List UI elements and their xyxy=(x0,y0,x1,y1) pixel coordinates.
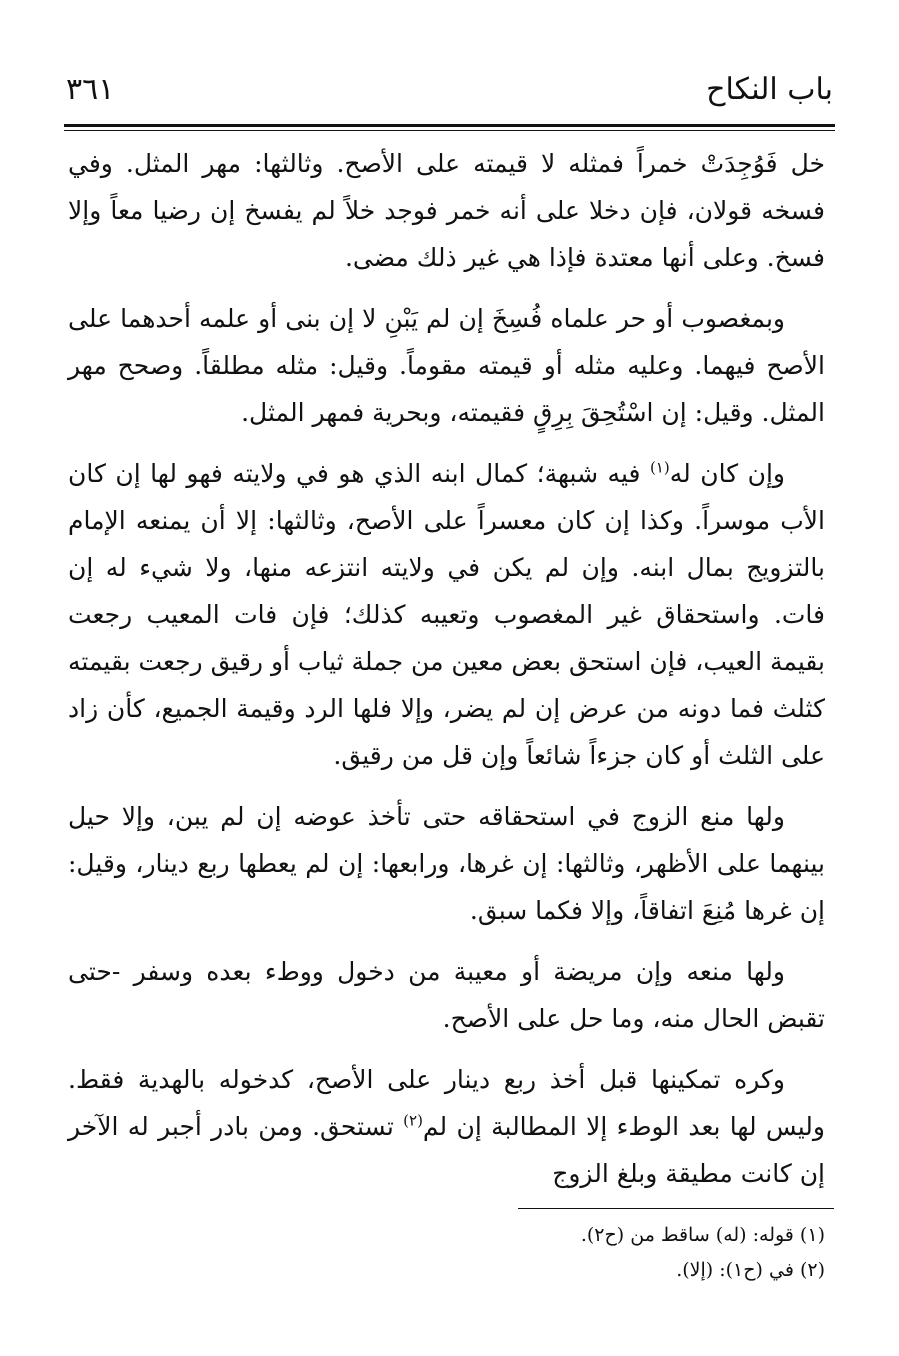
paragraph-text: وكره تمكينها قبل أخذ ربع دينار على الأصح، كدخوله بالهدية فقط. وليس لها بعد الوطء إلا المطالبة إن لم xyxy=(68,1065,825,1141)
footnote-ref[interactable]: (١) xyxy=(649,458,670,477)
page-header xyxy=(66,70,833,110)
paragraph-text: ولها منعه وإن مريضة أو معيبة من دخول ووطء بعده وسفر -حتى تقبض الحال منه، وما حل على الأصح. xyxy=(68,957,825,1033)
footnote: (٢) في (ح١): (إلا). xyxy=(676,1259,825,1281)
header-rule-thin xyxy=(64,130,835,131)
main-text xyxy=(68,140,825,1211)
paragraph-text: فيه شبهة؛ كمال ابنه الذي هو في ولايته فهو لها إن كان الأب موسراً. وكذا إن كان معسراً على الأصح، وثالثها: إلا أن يمنعه الإمام بالتزويج بمال ابنه. وإن لم يكن في ولايته انتزعه منها، ولا شيء له إن فات. واستحقاق غير المغصوب وتعيبه كذلك؛ فإن فات المعيب رجعت بقيمة العيب، فإن استحق بعض معين من جملة ثياب أو رقيق رجعت بقيمته كثلث فما دونه من عرض إن لم يضر، وإلا فلها الرد وقيمة الجميع، كأن زاد على الثلث أو كان جزءاً شائعاً وإن قل من رقيق. xyxy=(68,459,825,770)
footnote-separator xyxy=(518,1208,834,1209)
paragraph-text: ولها منع الزوج في استحقاقه حتى تأخذ عوضه إن لم يبن، وإلا حيل بينهما على الأظهر، وثالثها: إن غرها، ورابعها: إن لم يعطها ربع دينار، وقيل: إن غرها مُنِعَ اتفاقاً، وإلا فكما سبق. xyxy=(68,802,825,925)
paragraph-text: وبمغصوب أو حر علماه فُسِخَ إن لم يَبْنِ لا إن بنى أو علمه أحدهما على الأصح فيهما. وعليه مثله أو قيمته مقوماً. وقيل: مثله مطلقاً. وصحح مهر المثل. وقيل: إن اسْتُحِقَ بِرِقٍ فقيمته، وبحرية فمهر المثل. xyxy=(68,304,825,427)
paragraph xyxy=(68,140,825,281)
paragraph xyxy=(68,295,825,436)
paragraph xyxy=(68,948,825,1042)
paragraph xyxy=(68,450,825,779)
page-number: ٣٦١ xyxy=(66,72,115,107)
footnote-ref[interactable]: (٢) xyxy=(403,1111,423,1130)
paragraph xyxy=(68,793,825,934)
chapter-title: باب النكاح xyxy=(706,72,833,107)
footnotes xyxy=(300,1218,825,1288)
paragraph-text: وإن كان له xyxy=(669,459,785,488)
header-rule-thick xyxy=(64,124,835,127)
paragraph-text: تستحق. ومن بادر أجبر له الآخر إن كانت مطيقة وبلغ الزوج xyxy=(68,1112,825,1188)
paragraph-text: خل فَوُجِدَتْ خمراً فمثله لا قيمته على الأصح. وثالثها: مهر المثل. وفي فسخه قولان، فإن دخلا على أنه خمر فوجد خلاً لم يفسخ إن رضيا معاً وإلا فسخ. وعلى أنها معتدة فإذا هي غير ذلك مضى. xyxy=(68,149,825,272)
paragraph xyxy=(68,1056,825,1197)
footnote: (١) قوله: (له) ساقط من (ح٢). xyxy=(580,1224,825,1246)
